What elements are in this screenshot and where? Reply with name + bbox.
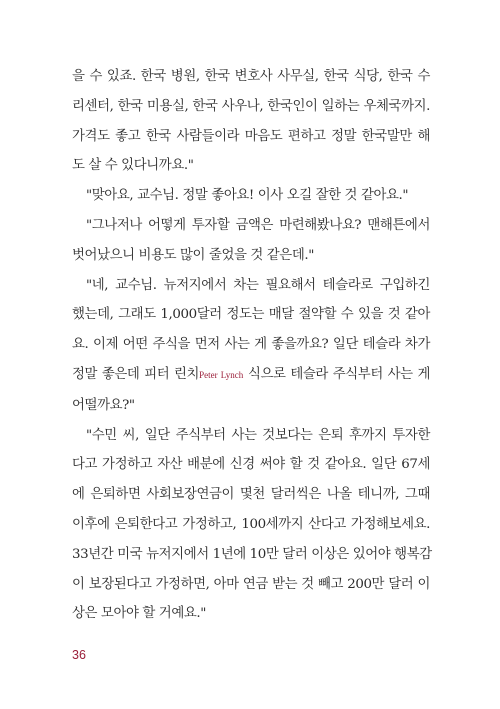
text-line: 상은 모아야 할 거예요." xyxy=(72,606,207,622)
text-line: 이 보장된다고 가정하면, 아마 연금 받는 것 빼고 200만 달러 이 xyxy=(72,576,430,592)
text-line: 어떨까요?" xyxy=(72,397,135,413)
text-line: 다고 가정하고 자산 배분에 신경 써야 할 것 같아요. 일단 67세 xyxy=(72,457,430,473)
text-line: 요. 이제 어떤 주식을 먼저 사는 게 좋을까요? 일단 테슬라 차가 xyxy=(72,337,430,353)
text-segment: 정말 좋은데 피터 린치 xyxy=(72,366,200,382)
text-line: "맞아요, 교수님. 정말 좋아요! 이사 오길 잘한 것 같아요." xyxy=(86,188,409,204)
text-line: "네, 교수님. 뉴저지에서 차는 필요해서 테슬라로 구입하긴 xyxy=(86,277,430,293)
text-line: 도 살 수 있다니까요." xyxy=(72,158,194,174)
text-line-with-name xyxy=(72,360,430,391)
text-line: 을 수 있죠. 한국 병원, 한국 변호사 사무실, 한국 식당, 한국 수 xyxy=(72,69,430,84)
latin-name: Peter Lynch xyxy=(199,369,244,380)
text-line: 가격도 좋고 한국 사람들이라 마음도 편하고 정말 한국말만 해 xyxy=(72,128,430,144)
page-number: 36 xyxy=(72,648,86,662)
text-line: 33년간 미국 뉴저지에서 1년에 10만 달러 이상은 있어야 행복감 xyxy=(72,546,432,562)
text-line: 했는데, 그래도 1,000달러 정도는 매달 절약할 수 있을 것 같아 xyxy=(72,307,430,323)
text-line: 에 은퇴하면 사회보장연금이 몇천 달러씩은 나올 테니까, 그때 xyxy=(72,487,430,503)
text-line: "그나저나 어떻게 투자할 금액은 마련해봤나요? 맨해튼에서 xyxy=(86,217,430,233)
text-line: "수민 씨, 일단 주식부터 사는 것보다는 은퇴 후까지 투자한 xyxy=(86,427,430,443)
body-text xyxy=(72,62,430,629)
text-line: 리센터, 한국 미용실, 한국 사우나, 한국인이 일하는 우체국까지. xyxy=(72,98,430,114)
text-segment: 식으로 테슬라 주식부터 사는 게 xyxy=(243,366,430,382)
text-line: 이후에 은퇴한다고 가정하고, 100세까지 산다고 가정해보세요. xyxy=(72,516,430,532)
text-line: 벗어났으니 비용도 많이 줄었을 것 같은데." xyxy=(72,247,314,263)
